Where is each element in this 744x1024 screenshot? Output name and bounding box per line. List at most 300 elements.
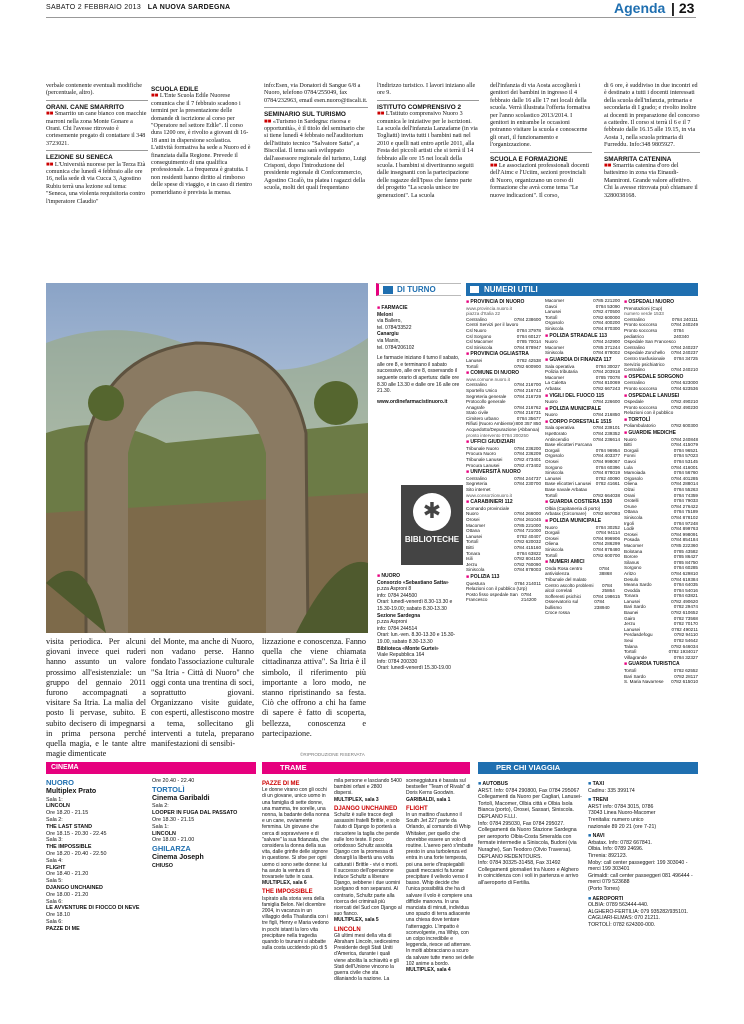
phone-number: 0784 240237 xyxy=(671,350,698,356)
section-title: ■ OSPEDALE SORGONO xyxy=(624,373,684,380)
phone-number: 0784 236209 xyxy=(514,451,541,457)
section-title: ■ POLIZIA MUNICIPALE xyxy=(545,405,602,412)
phone-label: La Caletta xyxy=(545,380,566,386)
body-text: Schultz è sulle tracce degli assassini fratelli Brittle, e solo l'aiuto di Django lo porterà a riscuotere la taglia che pende sulle loro teste. Il poco ortodosso Schultz assolda Django con la promessa di donargli la libertà una volta catturati i Brittle - vivi o morti. Il successo dell'operazione induce Schultz a liberare Django, sebbene i due uomini scelgano di non separarsi. Al contrario, Schultz parte alla ricerca dei criminali più ricercati del Sud con Django al suo fianco. xyxy=(334,812,402,918)
viaggia-col-2 xyxy=(588,778,698,1020)
phone-label: Procura Lanusei xyxy=(466,462,500,468)
cinema-col-2: Ore 20.40 - 22.40 TORTOLÌ Cinema Garibaldi Sala 2: LOOPER IN FUGA DAL PASSATO Ore 18.30 - 21.15 Sala 1: LINCOLN Ore 18.00 - 21.00 GHILARZA Cinema Joseph CHIUSO xyxy=(152,778,256,1018)
phone-number: 0784 35677 xyxy=(516,415,541,421)
phone-label: Orotelli xyxy=(624,498,639,504)
phone-number: 0784 60396 xyxy=(595,464,620,470)
phone-label: Nuoro xyxy=(466,511,479,517)
phone-label: Procura Nuoro xyxy=(466,451,496,457)
phone-label: Bari Sardo xyxy=(624,604,646,610)
phone-label: Segreteria generale xyxy=(466,393,507,399)
news-text: ■■ L'Università nuorese per la Terza Età comunica che lunedì 4 febbraio alle ore 16, nella sede di via Cucca 3, Agostino Rubiu terrà una lezione sul tema: "Seneca, una violenta requisitoria contro l'imperatore Claudio" xyxy=(46,161,146,205)
showtime-line: Ore 18.00 - 21.20 xyxy=(46,891,89,898)
news-text: verbale contenente eventuali modifiche (percentuale, altro). xyxy=(46,83,142,97)
body-text: (Porto Torres) xyxy=(588,885,620,892)
di-turno-header: DI TURNO xyxy=(376,283,461,296)
phone-row xyxy=(545,399,620,405)
phone-row xyxy=(545,566,620,577)
phone-number: 0784 236200 xyxy=(514,445,541,451)
info-line: numero verde 1533 xyxy=(624,311,664,317)
phone-number: 0784 53145 xyxy=(673,459,698,465)
phone-number: 0784 216729 xyxy=(514,393,541,399)
phone-label: Lula xyxy=(624,464,633,470)
phone-number: 0782 29474 xyxy=(673,604,698,610)
phone-row xyxy=(545,326,620,332)
body-text: DEPLANO F.LLI. xyxy=(478,813,517,820)
movie-title: LINCOLN xyxy=(334,926,361,933)
phone-label: Desulo xyxy=(624,576,639,582)
phone-number: 0785 70014 xyxy=(516,339,541,345)
phone-label: Antincendio xyxy=(545,436,570,442)
news-text: ■■ Smarrito un cane bianco con macchie marroni nella zona Monte Gonare a Orani. Chi l'avesse ritrovato è cortesemente pregato di contattare il 348 3723021. xyxy=(46,111,147,147)
movie-title: THE IMPOSSIBLE xyxy=(262,889,313,896)
body-text: ALGHERO-FERTILIA: 079 935282/935101. xyxy=(588,908,689,915)
section-title: Agenda xyxy=(614,0,666,16)
phone-label: Poliambulatorio xyxy=(624,423,656,429)
phone-number: 0785 222360 xyxy=(671,542,698,548)
phone-number: 0784 239101 xyxy=(593,425,620,431)
body-text: Gli ultimi mesi della vita di Abraham Lincoln, sedicesimo Presidente degli Stati Uniti d'America, durante i quali viene abolita la schiavitù e gli Stati dell'Unione vincono la guerra civile che sta dilaniando la nazione. La xyxy=(334,932,400,983)
phone-number: 0784 63822 xyxy=(516,550,541,556)
phone-number: 0784 878947 xyxy=(514,344,541,350)
phone-number: 0784 240210 xyxy=(671,367,698,373)
phone-number: 0784 400200 xyxy=(593,320,620,326)
phone-label: Sala operativa xyxy=(545,425,575,431)
showtime-line: Ore 18.30 - 21.15 xyxy=(152,816,195,823)
news-heading: ISTITUTO COMPRENSIVO 2 xyxy=(377,103,462,111)
phone-number: 0782 490620 xyxy=(671,598,698,604)
phone-row xyxy=(545,493,620,499)
phone-number: 0784 870300 xyxy=(593,325,620,331)
news-col-6 xyxy=(604,83,700,278)
phone-label: Ovodda xyxy=(624,587,641,593)
bullet: ■ xyxy=(545,356,550,363)
screen-label: MULTIPLEX, sala 6 xyxy=(262,880,307,887)
phone-label: Orgosolo xyxy=(545,320,564,326)
bullet: ■ xyxy=(466,499,471,506)
phone-number: 0782 490210 xyxy=(671,399,698,405)
section-title: ■ CARABINIERI 112 xyxy=(466,499,513,506)
phone-number: 0782 646034 xyxy=(671,643,698,649)
ruins-arch-photo xyxy=(46,283,368,633)
phone-row xyxy=(545,511,620,517)
phone-row xyxy=(624,386,698,392)
section-title: ■ NAVI xyxy=(588,833,605,840)
phone-label: Talana xyxy=(624,643,638,649)
phone-number: 0782 804100 xyxy=(514,556,541,562)
phone-label: Osservatorio sul bullismo xyxy=(545,599,579,610)
phone-label: Base elicotteri Farcana xyxy=(545,442,592,448)
phone-number: 0784 216762 xyxy=(514,404,541,410)
screen-label: MULTIPLEX, sala 5 xyxy=(334,917,379,924)
phone-number: 0784 276422 xyxy=(671,503,698,509)
phone-label: Siniscola xyxy=(545,470,564,476)
phone-label: Lanusei xyxy=(545,475,562,481)
body-text: Arbatax. Info: 0782 667841. xyxy=(588,839,653,846)
phone-number: 0784 619384 xyxy=(671,576,698,582)
body-text: Ispirato alla storia vera della famiglia Belon. Nel dicembre 2004, in vacanza in un villaggio della Thailandia con i tre figli, Henry e Maria vedono in pochi istanti la loro vita precipitare nella tragedia quando lo tsunami si abbatte sulla costa uccidendo più di 5 xyxy=(262,895,329,952)
phone-label: Macomer xyxy=(545,344,565,350)
bullet: ■ xyxy=(478,781,483,787)
phone-label: Stato civile xyxy=(466,410,489,416)
phone-label: Sorgono xyxy=(624,565,642,571)
phone-number: 0784 216700 xyxy=(514,382,541,388)
phone-label: Arbatax (Circomare) xyxy=(545,511,587,517)
showtime-line: Ore 18.40 - 21.20 xyxy=(46,871,89,878)
news-heading: SEMINARIO SUL TURISMO xyxy=(264,111,346,119)
phone-label: Siniscola xyxy=(545,546,564,552)
section-title: ■ GUARDIA COSTIERA 1530 xyxy=(545,499,613,506)
phone-number: 0782 41661 xyxy=(595,481,620,487)
section-title: ■ POLIZIA 113 xyxy=(466,573,500,580)
section-title: ■ AEROPORTI xyxy=(588,895,624,902)
phone-number: 0784 94114 xyxy=(596,530,620,536)
phone-row xyxy=(624,410,698,416)
phone-label: Jerzu xyxy=(624,621,636,627)
showtime-line: Sala 1: xyxy=(152,823,169,830)
phone-row xyxy=(624,679,698,685)
phone-label: Prenotazioni (Cup) xyxy=(624,305,663,311)
body-text: nazionale 89 20 21 (ore 7-21) xyxy=(588,823,657,830)
phone-number: 0782 600300 xyxy=(671,423,698,429)
phone-number: 0784 878019 xyxy=(593,470,620,476)
phone-label: Olzai xyxy=(624,487,635,492)
phone-label: Tortolì xyxy=(545,492,558,498)
phone-label: Tribunale Nuoro xyxy=(466,445,499,451)
phone-number: 0784 236614 xyxy=(593,436,620,442)
phone-label: Fonni xyxy=(624,453,636,459)
biblioteche-section: ■ NUORO Consorzio «Sebastiano Satta» p.zza Asproni 8 info: 0784 244500 Orari: lunedì-venerdì 8.30-13.30 e 15.30-19.00; sabato 8.30-13.30 Sezione Sardegna p.zza Asproni info: 0784 244514 Orari: lun.-ven. 8.30-13.30 e 15.30-19.00, sabato 8.30-13.30 Biblioteca «Monte Gurtei» Viale Repubblica 164 Info: 0784 200330 Orari: lunedì-venerdì 15.30-19.00 xyxy=(377,573,456,672)
phone-number: 0784 996906 xyxy=(593,535,620,541)
phone-label: Polizia tributaria xyxy=(545,369,578,375)
phone-label: Orosei xyxy=(545,535,559,541)
page-header xyxy=(0,0,744,18)
bullet: ■ xyxy=(545,559,550,566)
phone-number: 0784 64035 xyxy=(673,582,698,588)
phone-row xyxy=(624,328,698,339)
news-text: ■■ L'Istituto comprensivo Nuoro 3 comunica le iniziative per le iscrizioni. La scuola dell'infanzia Lanzafame (in via Togliatti) invita tutti i bambini nati nel 2010 e quelli nati entro aprile 2011, alla Festa dei piccoli artisti che si terrà il 14 febbraio alle ore 15 nei locali della scuola. I bambini si divertiranno seguiti dalle insegnanti con la partecipazione delle ragazze dell'Ipsss che fanno parte del progetto "La scuola unisce tre generazioni". La scuola xyxy=(377,111,478,199)
phone-label: Centralino xyxy=(466,382,487,388)
movie-title: DJANGO UNCHAINED xyxy=(46,884,103,891)
phone-label: Sorgono xyxy=(545,464,563,470)
phone-number: 0784 240249 xyxy=(671,322,698,328)
phone-label: Nuoro xyxy=(545,339,558,345)
biblioteche-badge: ✱ BIBLIOTECHE xyxy=(401,485,463,565)
body-text: Cadinu: 335 399174 xyxy=(588,787,635,794)
phone-number: 0784 63821 xyxy=(673,593,698,599)
phone-number: 0784 30252 xyxy=(595,524,620,530)
phone-label: Comando provinciale xyxy=(466,505,510,511)
phone-number: 0784 629810 xyxy=(671,570,698,576)
phone-number: 0785 86427 xyxy=(673,554,698,560)
screen-label: GARIBALDI, sala 1 xyxy=(406,796,451,803)
movie-title: LE AVVENTURE DI FIOCCO DI NEVE xyxy=(46,905,140,912)
phone-label: Arbatax xyxy=(545,385,561,391)
showtime-line: Ore 18.00 - 21.00 xyxy=(152,837,195,844)
phone-row xyxy=(466,427,541,433)
phone-number: 0784 623536 xyxy=(671,385,698,391)
phone-label: Tribunale del malato xyxy=(545,576,587,582)
phone-label: Protocollo generale xyxy=(466,399,506,405)
phone-number: 0784 266000 xyxy=(514,511,541,517)
phone-number: 0784 416001 xyxy=(671,464,698,470)
phone-number: 0782 615010 xyxy=(671,679,698,685)
phone-number: 0784 203918 xyxy=(593,369,620,375)
phone-label: Macomer xyxy=(545,374,565,380)
phone-number: 0784 97248 xyxy=(673,520,698,526)
news-col-2 xyxy=(151,83,253,278)
section-title: ■ TRENI xyxy=(588,797,609,804)
bullet: ■ xyxy=(588,781,593,787)
bullet: ■ xyxy=(624,392,629,399)
phone-number: 0782 664038 xyxy=(593,492,620,498)
body-text: Trenitalia: numero unico xyxy=(588,816,644,823)
phone-label: Jerzu xyxy=(466,561,478,567)
news-text: ■■ «Turismo in Sardegna: risorsa e opportunità», è il titolo del seminario che si tiene lunedì 4 febbraio nell'auditorium dell'istituto tecnico "Salvatore Satta", a Biscollai. Il tema sarà sviluppato dall'assessore regionale del turismo, Luigi Crisponi, dopo l'introduzione del presidente regionale di Confcommercio, Agostino Cicalò, tra platea i ragazzi della scuola, molti dei quali frequentano xyxy=(264,118,367,192)
phone-label: Tortolì xyxy=(545,552,558,558)
news-col-3 xyxy=(264,83,368,278)
body-text: sceneggiatura è basata sul bestseller "Team of Rivals" di Doris Kerns Goodwin. xyxy=(406,778,471,797)
showtime-line: Sala 4: xyxy=(46,857,63,864)
body-text: ARST info: 0784 3015, 0786 xyxy=(588,803,654,810)
body-text: mila persone e lasciando 5400 bambini orfani e 2800 dispersi. xyxy=(334,778,402,797)
screen-label: MULTIPLEX, sala 4 xyxy=(406,967,451,974)
section-title: ■ PROVINCIA OGLIASTRA xyxy=(466,351,529,358)
body-text: Tirrenia: 892123. xyxy=(588,852,628,859)
phone-label: Csl Sorgono xyxy=(466,333,492,339)
section-title: ■ PROVINCIA DI NUORO xyxy=(466,299,525,305)
phone-label: Croce rossa xyxy=(545,610,570,616)
phone-number: 0782 70170 xyxy=(673,621,698,627)
showtime-line: Ore 18.15 - 20.30 - 22.45 xyxy=(46,830,107,837)
section-title: ■ CORPO FORESTALE 1515 xyxy=(545,418,612,425)
phone-label: Macomer xyxy=(545,298,565,303)
phone-label: Lanusei xyxy=(624,626,641,632)
phone-label: Tribunale Lanusei xyxy=(466,457,503,463)
bullet: ■ xyxy=(545,499,550,506)
phone-number: 0784 238940 xyxy=(594,599,610,610)
phone-label: Rifiuti (Nuoro Ambiente) xyxy=(466,421,515,427)
phone-label: Centralino xyxy=(624,380,645,386)
phone-number: 0784 60285 xyxy=(673,565,698,571)
numeri-col-1 xyxy=(466,298,541,756)
phone-label: Orune xyxy=(624,503,637,509)
bullet: ■ xyxy=(545,517,550,524)
bullet: ■ xyxy=(545,332,550,339)
phone-label: Pronto soccorso xyxy=(624,404,658,410)
phone-number: 0784 415079 xyxy=(671,442,698,448)
section-title: ■ COMUNE DI NUORO xyxy=(466,370,520,377)
phone-number: 0784 244737 xyxy=(514,475,541,481)
phone-label: Centro trasfusionale xyxy=(624,355,666,361)
phone-number: 0782 667243 xyxy=(593,385,620,391)
phone-label: Tortolì xyxy=(466,539,479,545)
showtime-line: Sala 6: xyxy=(46,898,63,905)
page-date: SABATO 2 FEBBRAIO 2013 LA NUOVA SARDEGNA xyxy=(46,4,231,11)
phone-label: Lanusei xyxy=(545,309,562,315)
phone-icon xyxy=(470,286,479,293)
body-text: Le donne virano con gli occhi di un giovane, unico uomo in una famiglia di sette donne, una mamma, tre sorelle, una nonna, la badante della nonna e un cane, ovviamente femmina. Un giovane che cerca di sopravvivere e di "salvare" la sua fidanzata, che considera la donna della sua vita, dalle grinfie delle signore in questione. Si sfoe per ogni uomo ci sono sette donne: lui ha avuto la ventura di trovarsele tutte in casa. xyxy=(262,787,330,881)
phone-number: 0782 1934017 xyxy=(668,649,698,655)
section-title: ■ POLIZIA STRADALE 113 xyxy=(545,332,608,339)
section-title: ■ UNIVERSITÀ NUORO xyxy=(466,469,521,476)
phone-number: 0784 623000 xyxy=(671,380,698,386)
movie-title: THE IMPOSSIBLE xyxy=(46,844,92,851)
cinema-header: CINEMA xyxy=(46,762,256,774)
trame-col-1 xyxy=(262,778,330,1020)
phone-label: Centralino xyxy=(466,475,487,481)
news-heading: SCUOLA EDILE xyxy=(151,86,199,93)
phone-row xyxy=(466,345,541,351)
section-title: ■ GUARDIA DI FINANZA 117 xyxy=(545,356,612,363)
phone-label: Ospedale xyxy=(624,399,644,405)
phone-number: 0784 54016 xyxy=(673,587,698,593)
screen-label: MULTIPLEX, sala 3 xyxy=(334,796,379,803)
phone-number: 0784 25864 xyxy=(602,582,615,594)
movie-title: LOOPER IN FUGA DAL PASSATO xyxy=(152,810,238,817)
phone-label: Ottana xyxy=(466,528,480,534)
cinema-nuoro: NUORO Multiplex Prato Sala 1: LINCOLN Ore 18.20 - 21.15 Sala 2: THE LAST STAND Ore 18.15 - 20.30 - 22.45 Sala 3: THE IMPOSSIBLE Ore 18.20 - 20.40 - 22.50 Sala 4: FLIGHT Ore 18.40 - 21.20 Sala 5: DJANGO UNCHAINED Ore 18.00 - 21.20 Sala 6: LE AVVENTURE DI FIOCCO DI NEVE Ore 18.10 Sala 6: PAZZE DI ME xyxy=(46,778,148,1018)
phone-row xyxy=(466,592,541,603)
photo-credit: ©RIPRODUZIONE RISERVATA xyxy=(300,752,365,757)
phone-number: 0784 401285 xyxy=(671,475,698,481)
phone-label: Orosei xyxy=(624,531,638,537)
phone-number: 0782 42538 xyxy=(516,357,541,363)
body-text: Moby: call center passeggeri: 199 303040 - merci 199 303401 xyxy=(588,859,688,873)
phone-number: 0784 242900 xyxy=(593,339,620,345)
trame-header: TRAME xyxy=(262,762,470,774)
phone-label: Tortolì xyxy=(624,649,637,655)
trame-col-2 xyxy=(334,778,402,1020)
phone-number: 0782 473401 xyxy=(514,457,541,463)
showtime-line: Sala 6: xyxy=(46,918,63,925)
viaggia-col-1 xyxy=(478,778,582,1020)
phone-number: 0784 37978 xyxy=(516,327,541,333)
phone-label: Acquedotto/Depurazione (Abbanoa) xyxy=(466,427,540,433)
section-title: ■ AUTOBUS xyxy=(478,781,508,787)
phone-label: Centri Servizi per il lavoro xyxy=(466,322,519,328)
phone-number: 0782 73568 xyxy=(673,615,698,621)
bullet: ■ xyxy=(466,351,471,358)
phone-label: Orgosolo xyxy=(545,453,564,459)
phone-label: Segreteria xyxy=(466,481,488,487)
phone-number: 0784 214200 xyxy=(521,591,537,603)
phone-label: Bitti xyxy=(624,442,632,448)
phone-label: Nuoro xyxy=(624,436,637,442)
phone-label: Dorgali xyxy=(545,447,560,453)
phone-number: 0782 40407 xyxy=(516,533,541,539)
bullet: ■ xyxy=(624,373,629,380)
news-col-4 xyxy=(377,83,479,278)
phone-label: Cimitero urbano xyxy=(466,415,499,421)
phone-number: 0785 84750 xyxy=(673,559,698,565)
bullet: ■ xyxy=(466,439,471,446)
section-title: ■ OSPEDALE LANUSEI xyxy=(624,392,680,399)
phone-number: 0784 216743 xyxy=(514,387,541,393)
phone-label: Ottana xyxy=(624,509,638,515)
phone-label: Bitti xyxy=(466,544,474,550)
phone-number: 0784 198615 xyxy=(593,593,620,599)
phone-label: Aritzo xyxy=(624,570,636,576)
header-rule xyxy=(46,17,696,18)
phone-label: Centro ascolto problemi alcol correlati xyxy=(545,582,594,594)
phone-label: Lanusei xyxy=(624,598,641,604)
movie-title: DJANGO UNCHAINED xyxy=(334,805,398,812)
showtime-line: Sala 3: xyxy=(46,837,63,844)
phone-row xyxy=(466,567,541,573)
phone-number: 0782 610652 xyxy=(671,610,698,616)
phone-label: Centralino xyxy=(466,316,487,322)
bullet: ■ xyxy=(588,797,593,804)
phone-label: Oliena xyxy=(624,481,638,487)
phone-number: 0784 53090 xyxy=(595,303,620,309)
phone-label: Mamoiada xyxy=(624,470,646,476)
phone-label: Centralino xyxy=(624,316,645,322)
phone-label: Sportello Unico xyxy=(466,387,498,393)
bullet: ■ xyxy=(466,573,471,580)
phone-number: 0784 216731 xyxy=(514,410,541,416)
phone-number: 0784 38868 xyxy=(599,565,612,577)
bullet: ■ xyxy=(588,895,593,902)
movie-title: PAZZE DI ME xyxy=(262,781,300,787)
phone-label: Bolotana xyxy=(624,548,643,554)
news-text: ■■ Le associazioni professionali docenti dell'Aimc e l'Uciim, sezioni provinciali di Nuoro, organizzano un corso di formazione che avrà come tema "Le nuove indicazioni". Il corso, xyxy=(490,163,590,199)
movie-title: LINCOLN xyxy=(46,803,70,810)
body-text: Grimaldi: call center passeggeri 081 496444 - merci 079 523688 xyxy=(588,872,693,886)
phone-number: 0782 600000 xyxy=(593,314,620,320)
body-text: Olbia. Info: 0789 24696. xyxy=(588,846,644,853)
phone-number: 0785 221000 xyxy=(514,522,541,528)
phone-number: 0784 240340 xyxy=(673,327,689,339)
news-heading: ORANI. CANE SMARRITO xyxy=(46,103,124,111)
phone-label: Orosei xyxy=(466,516,480,522)
phone-label: Relazioni con il pubblico (Urp) xyxy=(466,586,528,592)
phone-label: Orosei xyxy=(545,459,559,465)
phone-number: 0782 667093 xyxy=(593,511,620,517)
phone-label: Pronto soccorso pediatrico xyxy=(624,327,658,339)
body-text: In un mattino d'autunno il South Jet 227 parte da Orlando, al comando di Whip Whitaker, per quello che dovrebbe essere un volo di routine. L'aereo però s'imbatte presto in una turbolenza ed entra in una forte tempesta, poi una serie d'inspiegabili guasti meccanici fa tuonar precipitare il velivolo verso il basso. Whip decide che l'unica possibilità che ha di salvare il volo è compiere una difficile manovra. In una manciata di minuti, individua uno spazio di terra adiacente una chiesa dove tentare l'atterraggio. L'impatto è sconvolgente, ma Whip, con un colpo incredibile e leggenda, riesce ad atterrare. In molti abbracciano a scuro da salvare tutte meno sei delle 102 anime a bordo. xyxy=(406,812,474,967)
section-title: ■ UFFICI GIUDIZIARI xyxy=(466,439,515,446)
phone-label: Nuoro xyxy=(545,399,558,405)
section-title: ■ TAXI xyxy=(588,781,605,787)
phone-number: 0784 878480 xyxy=(593,546,620,552)
phone-number: 0784 878002 xyxy=(593,350,620,356)
phone-number: 0784 55263 xyxy=(673,487,698,492)
phone-number: 0784 30027 xyxy=(595,363,620,369)
news-heading: SCUOLA E FORMAZIONE xyxy=(490,155,568,163)
phone-number: 0784 403377 xyxy=(593,453,620,459)
phone-label: Meana Sardo xyxy=(624,582,652,588)
news-text: info:Esen, via Donatori di Sangue 6/8 a Nuoro, telefono 0784/255049, fax 0784/232963, email esen.nuoro@tiscali.it. xyxy=(264,83,368,104)
phone-number: 0782 473402 xyxy=(514,462,541,468)
phone-number: 0784 75189 xyxy=(673,509,698,515)
numeri-utili-header: NUMERI UTILI xyxy=(466,283,698,296)
info-line: pronto intervento 0784 200250 xyxy=(466,432,529,438)
phone-label: Baunei xyxy=(624,610,639,616)
phone-number: 0784 998067 xyxy=(593,459,620,465)
section-title: ■ GUARDIA TURISTICA xyxy=(624,661,680,668)
phone-label: S. Maria Navarrese xyxy=(624,679,664,685)
body-text: 73043 Linea Nuoro-Macomer xyxy=(588,810,656,817)
phone-number: 0782 470500 xyxy=(593,309,620,315)
phone-number: 0784 286299 xyxy=(593,541,620,547)
phone-label: Siniscola xyxy=(624,514,643,520)
phone-label: Siniscola xyxy=(466,567,485,573)
